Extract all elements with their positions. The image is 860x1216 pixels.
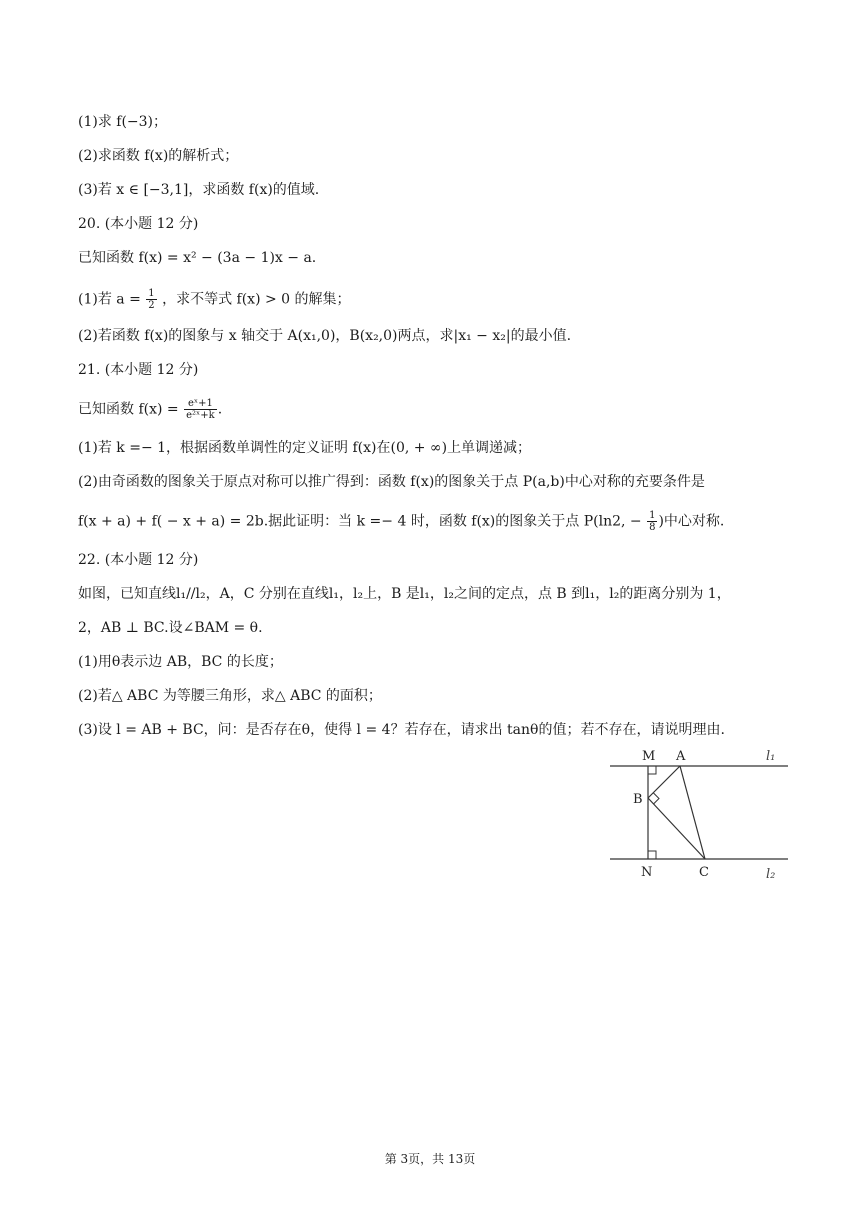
right-angle-mark-N (648, 851, 656, 859)
q20-heading: 20. (本小题 12 分) (78, 216, 199, 232)
q21-frac-num: eˣ+1 (184, 398, 217, 410)
q20-part1 (78, 288, 351, 311)
q21-part2-cont (78, 510, 724, 533)
label-A: A (676, 749, 686, 764)
segment-AB (648, 766, 680, 798)
right-angle-mark-B (654, 793, 660, 804)
right-angle-mark-M (648, 766, 656, 774)
q21-part2: (2)由奇函数的图象关于原点对称可以推广得到：函数 f(x)的图象关于点 P(a,b)中心对称的充要条件是 (78, 474, 705, 490)
q20-frac-num: 1 (148, 288, 155, 299)
q21-part2b-text-b: )中心对称. (658, 513, 725, 530)
q22-stem-line1: 如图，已知直线l₁//l₂，A，C 分别在直线l₁，l₂上，B 是l₁，l₂之间的定点，点 B 到l₁，l₂的距离分别为 1， (78, 586, 731, 602)
geometry-figure (600, 742, 800, 884)
q21-part2b-text-a: f(x + a) + f( − x + a) = 2b.据此证明：当 k =− 4 时，函数 f(x)的图象关于点 P(ln2, − (78, 513, 642, 530)
label-l1: l₁ (766, 749, 776, 764)
q21-stem-text-a: 已知函数 f(x) = (78, 401, 179, 418)
q19-part3: (3)若 x ∈ [−3,1]，求函数 f(x)的值域. (78, 182, 320, 198)
q20-part1-text-a: (1)若 a = (78, 291, 141, 308)
q21-stem (78, 398, 222, 421)
q21-fraction-2 (647, 510, 657, 533)
q20-frac-den: 2 (148, 300, 155, 311)
label-N: N (641, 865, 653, 880)
label-C: C (699, 865, 709, 880)
q19-part1: (1)求 f(−3)； (78, 114, 168, 130)
q21-stem-text-b: . (217, 401, 223, 418)
q21-fraction (184, 398, 217, 421)
q21-part1: (1)若 k =− 1，根据函数单调性的定义证明 f(x)在(0, + ∞)上单调递减； (78, 440, 532, 456)
q20-stem: 已知函数 f(x) = x² − (3a − 1)x − a. (78, 250, 317, 266)
q22-heading: 22. (本小题 12 分) (78, 552, 199, 568)
q22-stem-line2: 2，AB ⊥ BC.设∠BAM = θ. (78, 620, 263, 636)
q21-heading: 21. (本小题 12 分) (78, 362, 199, 378)
q20-part2: (2)若函数 f(x)的图象与 x 轴交于 A(x₁,0)，B(x₂,0)两点，求|x₁ − x₂|的最小值. (78, 328, 572, 344)
page-footer: 第 3页，共 13页 (384, 1152, 476, 1166)
q22-part1: (1)用θ表示边 AB，BC 的长度； (78, 654, 283, 670)
q20-part1-text-b: ，求不等式 f(x) > 0 的解集； (162, 291, 351, 308)
q20-fraction (146, 288, 156, 311)
q22-part2: (2)若△ ABC 为等腰三角形，求△ ABC 的面积； (78, 688, 382, 704)
q21-frac2-den: 8 (649, 522, 656, 533)
label-M: M (642, 749, 656, 764)
q21-frac2-num: 1 (649, 510, 656, 521)
q21-frac-den: e²ˣ+k (186, 410, 215, 421)
q19-part2: (2)求函数 f(x)的解析式； (78, 148, 239, 164)
label-B: B (633, 792, 643, 807)
label-l2: l₂ (766, 867, 776, 882)
q22-part3: (3)设 l = AB + BC，问：是否存在θ，使得 l = 4？若存在，请求出 tanθ的值；若不存在，请说明理由. (78, 722, 725, 738)
